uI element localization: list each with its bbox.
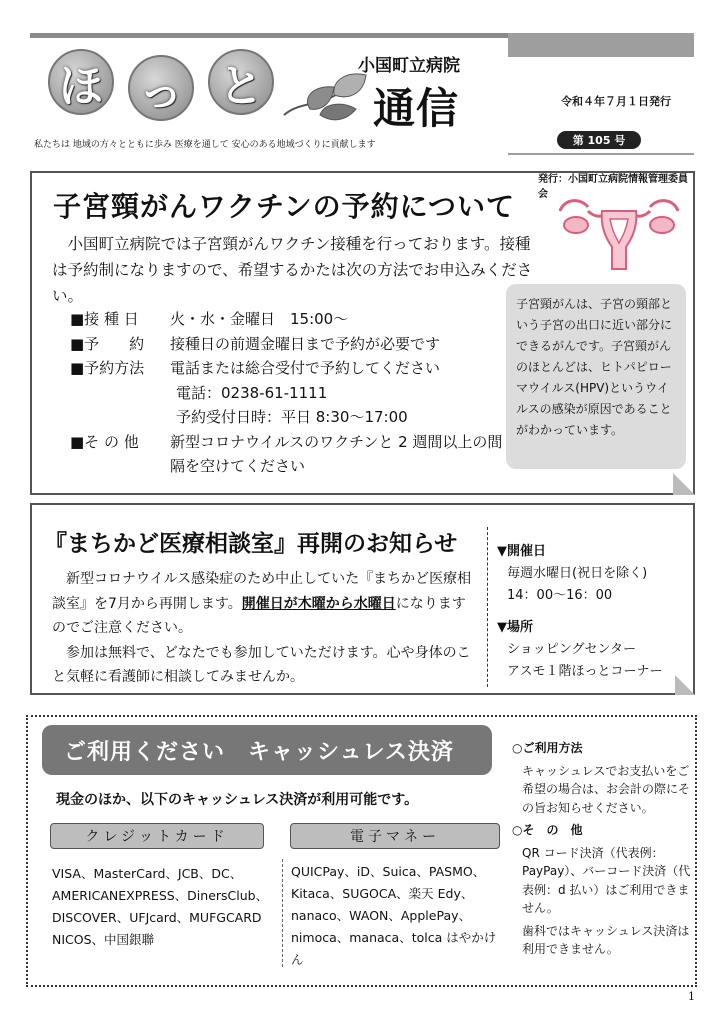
page-fold (673, 473, 695, 495)
place-label: ▼場所 (497, 620, 533, 635)
page-fold (675, 675, 695, 695)
vaccine-details (70, 307, 510, 479)
logo-char-2: っ (128, 55, 194, 121)
detail-value: 接種日の前週金曜日まで予約が必要です (170, 334, 441, 353)
detail-key: ■接 種 日 (70, 310, 139, 328)
credit-card-list: VISA、MasterCard、JCB、DC、AMERICANEXPRESS、DinersClub、DISCOVER、UFJcard、MUFGCARD NICOS、中国銀聯 (52, 866, 269, 947)
list-item (70, 430, 510, 479)
dental-text: 歯科ではキャッシュレス決済は利用できません。 (522, 923, 690, 956)
schedule-day: 毎週水曜日(祝日を除く) (507, 566, 648, 581)
e-money-label: 電子マネー (290, 823, 500, 849)
body-text: 参加は無料で、どなたでも参加していただけます。心や身体のこと気軽に看護師に相談してみませんか。 (52, 644, 471, 685)
body-text: 新型コロナウイルス感染症のため中止していた『まちかど医療相談室』を7月から再開します。 (52, 571, 472, 612)
list-item (70, 307, 510, 332)
detail-value: 火・水・金曜日 15:00～ (170, 310, 349, 328)
body-text: になりますのでご注意ください。 (52, 595, 466, 636)
schedule-time: 14：00～16：00 (507, 588, 613, 603)
detail-value: 新型コロナウイルスのワクチンと 2 週間以上の間隔を空けてください (170, 432, 503, 475)
divider (282, 859, 283, 967)
detail-value: 電話または総合受付で予約してください (170, 359, 441, 377)
publisher: 発行：小国町立病院情報管理委員会 (538, 174, 688, 200)
list-item (70, 356, 510, 381)
detail-key: ■予 約 (70, 334, 145, 353)
logo-char-1: ほ (48, 49, 114, 115)
uterus-icon (554, 189, 684, 275)
place-value: アスモ１階ほっとコーナー (507, 664, 663, 679)
date-change-emphasis: 開催日が木曜から水曜日 (241, 595, 396, 612)
vaccine-section (30, 171, 695, 495)
reservation-hours: 予約受付日時：平日 8:30～17:00 (176, 408, 408, 426)
cashless-notes (512, 739, 692, 959)
e-money-list: QUICPay、iD、Suica、PASMO、Kitaca、SUGOCA、楽天 Edy、nanaco、WAON、ApplePay、nimoca、manaca、tolca はやかけん (291, 864, 497, 967)
list-item (70, 332, 510, 357)
place-value: ショッピングセンター (507, 642, 636, 657)
leaf-icon (280, 71, 368, 127)
newsletter-title: 通信 (373, 84, 460, 133)
consultation-title: 『まちかど医療相談室』再開のお知らせ (44, 531, 458, 557)
other-text: QR コード決済（代表例：PayPay）、バーコード決済（代表例：d 払い）はご利用できません。 (522, 845, 691, 915)
other-label: ○そ の 他 (512, 823, 583, 837)
usage-label: ○ご利用方法 (512, 741, 583, 755)
vaccine-title: 子宮頸がんワクチンの予約について (53, 190, 516, 223)
newsletter-header (30, 33, 694, 200)
cervical-cancer-note: 子宮頸がんは、子宮の頸部という子宮の出口に近い部分にできるがんです。子宮頸がんのほとんどは、ヒトパピローマウイルス(HPV)というウイルスの感染が原因であることがわかっています。 (506, 284, 686, 469)
detail-key: ■予約方法 (70, 359, 145, 377)
divider (487, 527, 488, 687)
hospital-name: 小国町立病院 (358, 56, 460, 76)
consultation-section (30, 503, 695, 695)
cashless-banner: ご利用ください キャッシュレス決済 (42, 725, 492, 775)
detail-key: ■そ の 他 (70, 432, 139, 451)
page-number: 1 (688, 990, 695, 1003)
hospital-motto: 私たちは 地域の方々とともに歩み 医療を通して 安心のある地域づくりに貢献します (34, 140, 376, 150)
consultation-info (497, 541, 697, 683)
usage-text: キャッシュレスでお支払いをご希望の場合は、お会計の際にその旨お知らせください。 (522, 763, 691, 815)
vaccine-intro: 小国町立病院では子宮頸がんワクチン接種を行っております。接種は予約制になりますので、希望するかたは次の方法でお申込みください。 (52, 235, 533, 305)
consultation-body (52, 567, 477, 690)
phone-number: 電話：0238-61-1111 (176, 383, 328, 402)
issue-number-badge: 第 105 号 (557, 131, 641, 149)
schedule-label: ▼開催日 (497, 544, 546, 559)
credit-card-label: クレジットカード (50, 823, 264, 849)
issue-date: 令和４年７月１日発行 (561, 95, 671, 108)
cashless-lead: 現金のほか、以下のキャッシュレス決済が利用可能です。 (56, 792, 419, 808)
cashless-section (26, 715, 697, 987)
logo-char-3: と (208, 49, 274, 115)
